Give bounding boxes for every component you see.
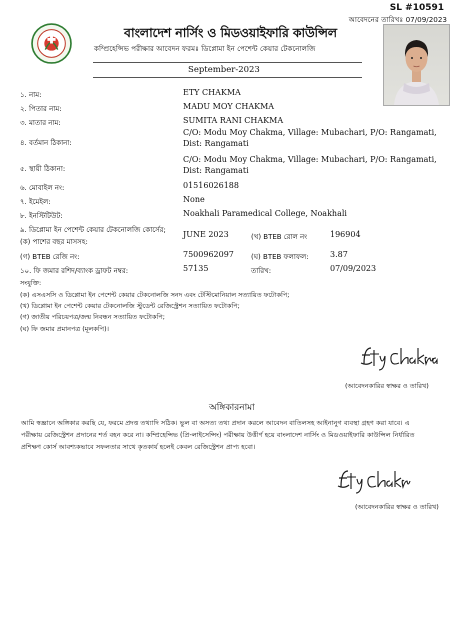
attachments-title: সংযুক্তি:: [20, 279, 42, 287]
registration-value: 7500962097: [183, 250, 234, 259]
field-label-mother-name: ৩. মাতার নাম:: [20, 119, 61, 127]
attachment-item: (ক) এসএসসি ও ডিপ্লোমা ইন পেশেন্ট কেয়ার টেকনোলজি সনদ এবং টেস্টিমোনিয়াল সত্যায়িত ফটোকপি;: [20, 291, 290, 299]
result-label: (ঘ) BTEB ফলাফল:: [251, 253, 309, 261]
roll-value: 196904: [330, 230, 361, 239]
signature-caption-1: (আবেদনকারির স্বাক্ষর ও তারিখ): [345, 382, 429, 390]
council-name: বাংলাদেশ নার্সিং ও মিডওয়াইফারি কাউন্সিল: [124, 25, 337, 40]
field-value-present-address: C/O: Modu Moy Chakma, Village: Mubachari, P/O: Rangamati, Dist: Rangamati: [183, 128, 437, 148]
pass-year-value: JUNE 2023: [183, 230, 229, 239]
field-value-email: None: [183, 195, 205, 204]
registration-label: (গ) BTEB রেজি নং:: [20, 253, 80, 261]
roll-label: (খ) BTEB রোল নং: [251, 233, 308, 241]
applicant-signature-2: [333, 465, 413, 495]
exam-session: September-2023: [188, 65, 260, 75]
fee-date-label: তারিখ:: [251, 267, 272, 275]
field-label-present-address: ৪. বর্তমান ঠিকানা:: [20, 139, 72, 147]
field-label-father-name: ২. পিতার নাম:: [20, 105, 62, 113]
declaration-title: অঙ্গিকারনামা: [209, 403, 255, 413]
fee-receipt-label: ১০. ফি জমার রশিদ/ব্যাংক ড্রাফট নম্বর:: [20, 267, 129, 275]
field-value-mobile: 01516026188: [183, 181, 239, 190]
header-divider-bottom: [93, 77, 362, 78]
course-label: ৯. ডিপ্লোমা ইন পেশেন্ট কেয়ার টেকনোলজি কোর্সের;: [20, 226, 166, 234]
fee-date-value: 07/09/2023: [330, 264, 377, 273]
application-date-label: আবেদনের তারিখঃ: [348, 15, 404, 24]
field-value-permanent-address: C/O: Modu Moy Chakma, Village: Mubachari, P/O: Rangamati, Dist: Rangamati: [183, 155, 437, 175]
field-value-mother-name: SUMITA RANI CHAKMA: [183, 116, 284, 125]
pass-year-label: (ক) পাশের বছর মাসসহ:: [20, 238, 88, 246]
field-value-name: ETY CHAKMA: [183, 88, 241, 97]
field-label-institute: ৮. ইনস্টিটিউট:: [20, 212, 63, 220]
declaration-line: পরীক্ষায় রেজিস্ট্রেশন প্রদানের শর্ত বহন করে না। কম্প্রিহেন্সিভ (প্রি-লাইসেন্সিং) পরীক্ষায় উত্তীর্ণ হয়ে বাংলাদেশ নার্সিং ও মিডওয়াইফারি কাউন্সিল নির্ধারিত: [21, 431, 415, 439]
field-label-email: ৭. ইমেইল:: [20, 198, 51, 206]
council-logo-icon: [31, 23, 72, 64]
signature-caption-2: (আবেদনকারির স্বাক্ষর ও তারিখ): [355, 503, 439, 511]
fee-receipt-value: 57135: [183, 264, 209, 273]
field-value-institute: Noakhali Paramedical College, Noakhali: [183, 209, 347, 218]
attachment-item: (খ) ডিপ্লোমা ইন পেশেন্ট কেয়ার টেকনোলজি স্টুডেন্ট রেজিস্ট্রেশন সত্যায়িত ফটোকপি;: [20, 302, 240, 310]
declaration-line: আমি স্বজ্ঞানে অঙ্গিকার করছি যে, ফরমে প্রদত্ত তথ্যাদি সঠিক। ভুল বা অসত্য তথ্য প্রদান করলে আবেদন বাতিলসহ আইনানুগ ব্যবস্থা গ্রহণ করা যাবে। এ: [21, 419, 410, 427]
field-value-father-name: MADU MOY CHAKMA: [183, 102, 275, 111]
serial-number: SL #10591: [389, 3, 444, 13]
attachment-item: (ঘ) ফি জমার প্রমানপত্র (মূলকপি)।: [20, 325, 109, 333]
form-subtitle: কম্প্রিহেন্সিভ পরীক্ষার আবেদন ফরমঃ ডিপ্লোমা ইন পেশেন্ট কেয়ার টেকনোলজি: [94, 44, 316, 53]
application-date-value: 07/09/2023: [405, 15, 447, 24]
attachment-item: (গ) জাতীয় পরিচয়পত্র/জন্ম নিবন্ধন সত্যায়িত ফটোকপি;: [20, 313, 165, 321]
declaration-line: প্রশিক্ষণ কোর্স আবশ্যকভাবে সফলতার সাথে কৃতকার্য হলেই কেবল রেজিস্ট্রেশন প্রাপ্য হবো।: [21, 443, 256, 451]
applicant-signature-1: [358, 342, 438, 372]
field-label-name: ১. নাম:: [20, 91, 42, 99]
result-value: 3.87: [330, 250, 348, 259]
field-label-permanent-address: ৫. স্থায়ী ঠিকানা:: [20, 165, 66, 173]
header-divider-top: [93, 62, 362, 63]
field-label-mobile: ৬. মোবাইল নং:: [20, 184, 65, 192]
